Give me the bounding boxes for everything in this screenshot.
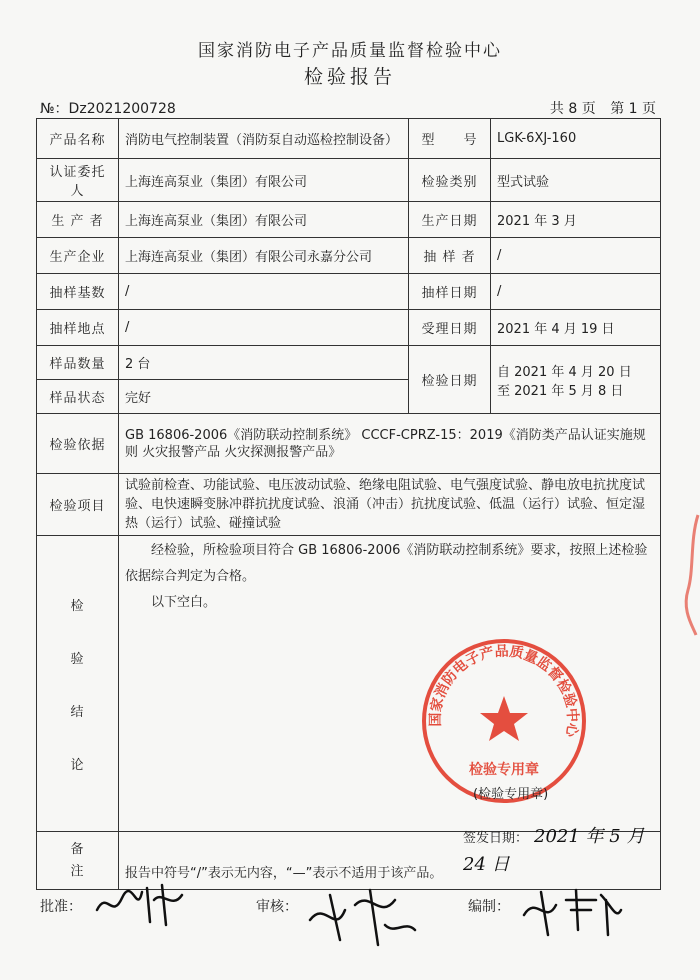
sign-date-label: 签发日期： [463, 831, 529, 846]
accept-date-label: 受理日期 [409, 310, 491, 346]
page-indicator [540, 98, 656, 118]
sample-date-value: / [491, 274, 661, 310]
factory-label: 生产企业 [37, 238, 119, 274]
basis-value: GB 16806-2006《消防联动控制系统》 CCCF-CPRZ-15：2019《消防类产品认证实施规则 火灾报警产品 火灾探测报警产品》 [119, 414, 661, 474]
test-date-from: 自 2021 年 4 月 20 日 [497, 364, 632, 380]
current-page: 第 1 页 [610, 101, 656, 117]
qty-value: 2 台 [119, 346, 409, 380]
accept-date-value: 2021 年 4 月 19 日 [491, 310, 661, 346]
report-number: №：Dz2021200728 [40, 101, 176, 117]
test-date-label: 检验日期 [409, 346, 491, 414]
conclusion-paragraph: 经检验，所检验项目符合 GB 16806-2006《消防联动控制系统》要求，按照上述检验依据综合判定为合格。 [125, 543, 648, 584]
table-row [37, 119, 661, 159]
report-title: 检验报告 [303, 66, 396, 88]
seal-bottom-text: 检验专用章 [469, 762, 539, 778]
table-row [37, 310, 661, 346]
stamp-note: (检验专用章) [473, 787, 549, 802]
manufacturer-label: 生 产 者 [37, 202, 119, 238]
test-type-label: 检验类别 [409, 159, 491, 202]
table-row [37, 238, 661, 274]
compiler-signature-icon [516, 880, 626, 940]
sampler-label: 抽 样 者 [409, 238, 491, 274]
official-seal-icon [419, 636, 589, 806]
table-row [37, 274, 661, 310]
sample-base-value: / [119, 274, 409, 310]
report-table [36, 118, 661, 890]
compile-label: 编制： [468, 899, 510, 915]
total-pages: 共 8 页 [549, 101, 596, 117]
test-date-to: 至 2021 年 5 月 8 日 [497, 383, 624, 399]
approve-label: 批准： [40, 899, 82, 915]
org-title: 国家消防电子产品质量监督检验中心 [198, 41, 502, 61]
table-row [37, 202, 661, 238]
prod-date-value: 2021 年 3 月 [491, 202, 661, 238]
blank-note: 以下空白。 [151, 595, 217, 610]
client-value: 上海连高泵业（集团）有限公司 [119, 159, 409, 202]
sample-place-label: 抽样地点 [37, 310, 119, 346]
seal-ring-text: 国家消防电子产品质量监督检验中心 [427, 643, 581, 738]
manufacturer-value: 上海连高泵业（集团）有限公司 [119, 202, 409, 238]
review-label: 审核： [256, 899, 298, 915]
sign-date [463, 824, 660, 880]
product-name-label: 产品名称 [37, 119, 119, 159]
items-label: 检验项目 [37, 474, 119, 536]
model-value: LGK-6XJ-160 [491, 119, 661, 159]
table-row [37, 159, 661, 202]
remark-label: 备 注 [37, 832, 119, 890]
product-name-value: 消防电气控制装置（消防泵自动巡检控制设备） [119, 119, 409, 159]
client-label: 认证委托人 [37, 159, 119, 202]
sign-date-handwritten: 2021 年 5 月 24 日 [463, 826, 645, 875]
test-date-value [491, 346, 661, 414]
qty-label: 样品数量 [37, 346, 119, 380]
basis-label: 检验依据 [37, 414, 119, 474]
sample-date-label: 抽样日期 [409, 274, 491, 310]
table-row [37, 474, 661, 536]
sample-base-label: 抽样基数 [37, 274, 119, 310]
table-row [37, 536, 661, 832]
test-type-value: 型式试验 [491, 159, 661, 202]
reviewer-signature-icon [300, 880, 420, 950]
factory-value: 上海连高泵业（集团）有限公司永嘉分公司 [119, 238, 409, 274]
model-label: 型 号 [409, 119, 491, 159]
table-row [37, 346, 661, 380]
prod-date-label: 生产日期 [409, 202, 491, 238]
approver-signature-icon [92, 880, 192, 930]
items-value: 试验前检查、功能试验、电压波动试验、绝缘电阻试验、电气强度试验、静电放电抗扰度试验、电快速瞬变脉冲群抗扰度试验、浪涌（冲击）抗扰度试验、低温（运行）试验、恒定湿热（运行）试验、碰撞试验 [119, 474, 661, 536]
edge-seal-fragment-icon [680, 510, 700, 640]
remark-value: 报告中符号“/”表示无内容，“—”表示不适用于该产品。 [119, 832, 661, 890]
conclusion-label: 检 验 结 论 [37, 536, 119, 832]
sample-place-value: / [119, 310, 409, 346]
sampler-value: / [491, 238, 661, 274]
table-row [37, 414, 661, 474]
state-value: 完好 [119, 380, 409, 414]
state-label: 样品状态 [37, 380, 119, 414]
